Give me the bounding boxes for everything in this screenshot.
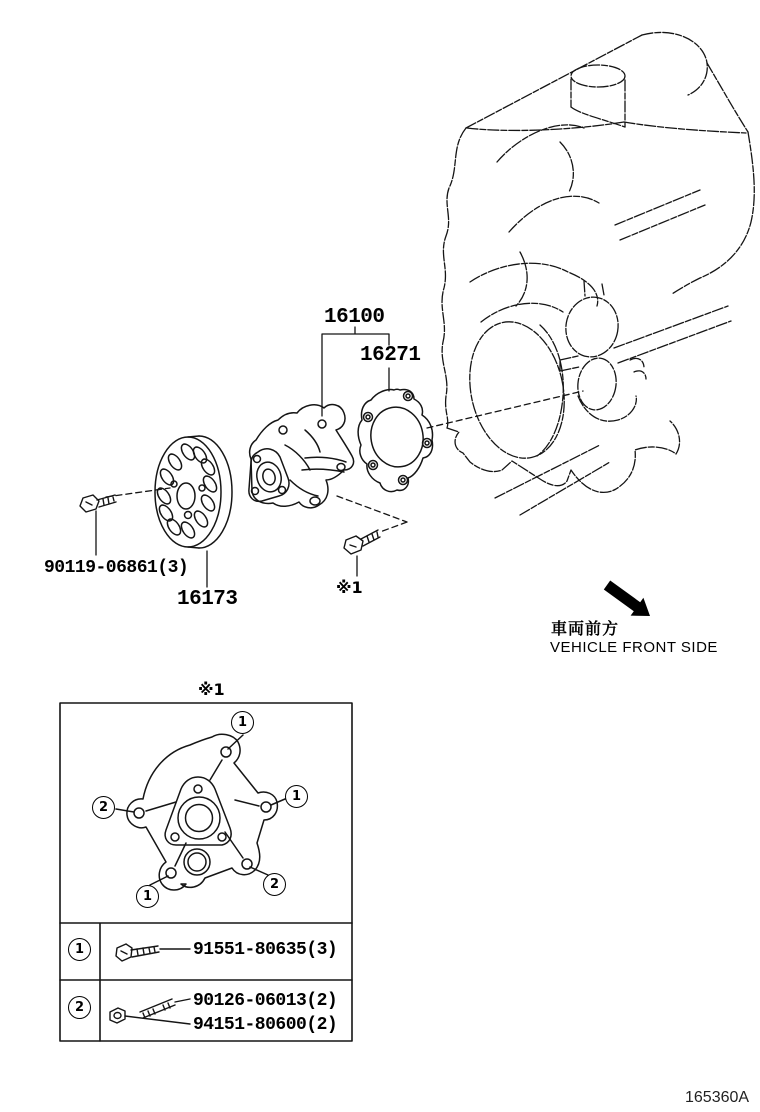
- callout-1-top: 1: [231, 711, 254, 734]
- table-part-number-row1[interactable]: 91551-80635(3): [193, 940, 338, 960]
- water-pump-drawing: [249, 405, 354, 508]
- inset-title-ref-mark: ※1: [198, 680, 225, 699]
- callout-2-left: 2: [92, 796, 115, 819]
- vehicle-front-arrow: [604, 581, 650, 617]
- table-part-number-row2a[interactable]: 90126-06013(2): [193, 991, 338, 1011]
- engine-block-drawing: [442, 32, 754, 515]
- pulley-bolt-icon: [80, 495, 116, 512]
- vehicle-front-label-jp: 車両前方: [551, 619, 620, 638]
- table-row1-number: 1: [68, 938, 91, 961]
- row1-bolt-icon: [116, 944, 190, 961]
- mount-bolt-icon: [344, 530, 380, 554]
- part-number-pump-assy[interactable]: 16100: [324, 306, 385, 329]
- callout-1-bottom-left: 1: [136, 885, 159, 908]
- part-number-pulley-bolt[interactable]: 90119-06861(3): [44, 558, 189, 578]
- note-ref-mark: ※1: [336, 578, 363, 597]
- part-number-gasket[interactable]: 16271: [360, 344, 421, 367]
- callout-2-bottom-right: 2: [263, 873, 286, 896]
- part-number-pulley[interactable]: 16173: [177, 588, 238, 611]
- table-part-number-row2b[interactable]: 94151-80600(2): [193, 1015, 338, 1035]
- table-row2-number: 2: [68, 996, 91, 1019]
- drawing-code: 165360A: [685, 1089, 750, 1106]
- vehicle-front-label-en: VEHICLE FRONT SIDE: [550, 639, 718, 656]
- gasket-drawing: [358, 389, 432, 491]
- pulley-drawing: [155, 436, 232, 548]
- inset-pump-front-view: [116, 734, 285, 890]
- row2-stud-icon: [140, 999, 190, 1018]
- callout-1-right: 1: [285, 785, 308, 808]
